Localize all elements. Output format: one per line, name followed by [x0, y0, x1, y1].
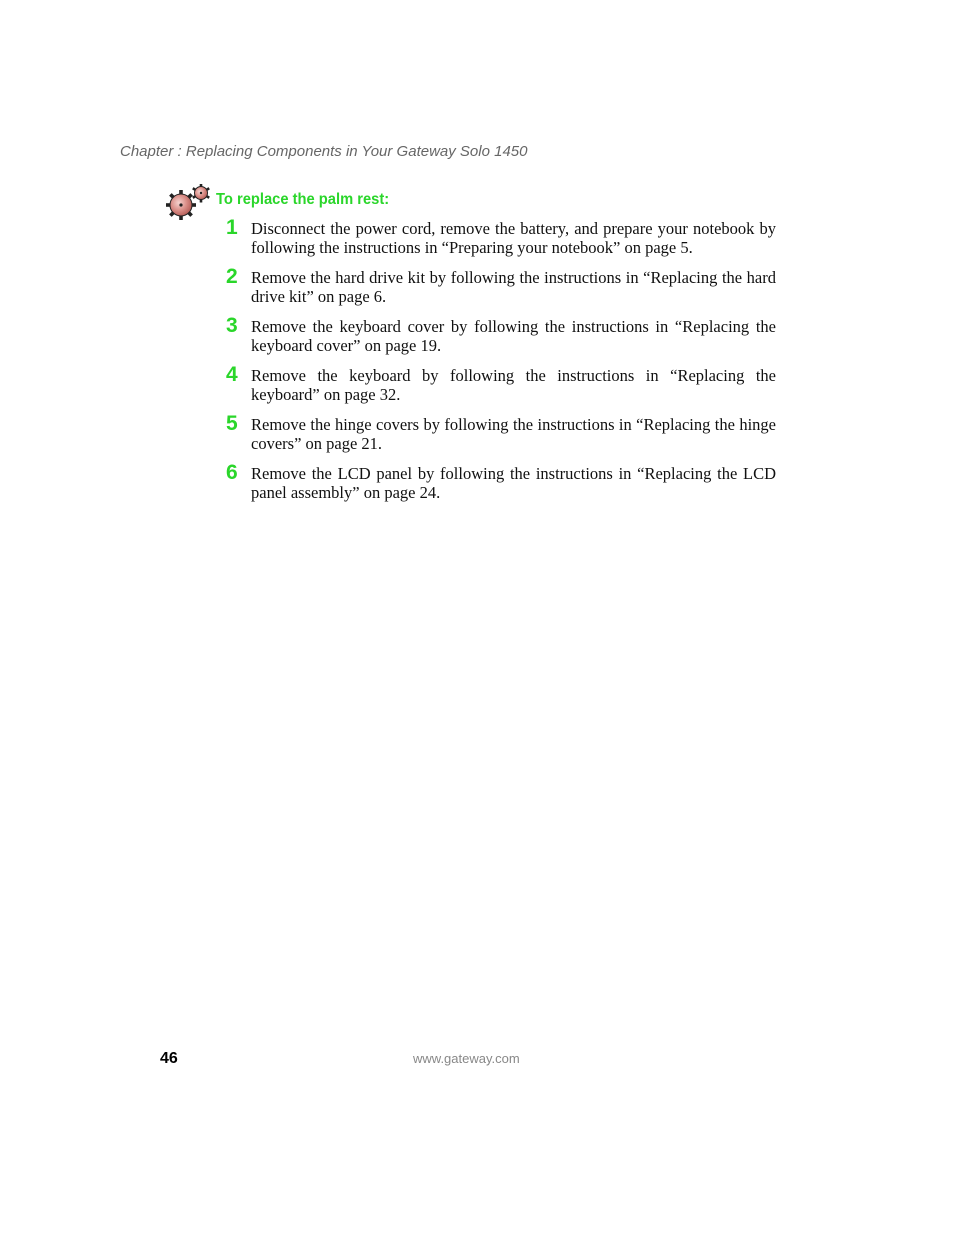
step-item	[226, 363, 776, 404]
procedure-title: To replace the palm rest:	[216, 191, 390, 208]
step-number: 3	[226, 314, 238, 337]
step-item	[226, 461, 776, 502]
footer-url[interactable]: www.gateway.com	[413, 1051, 520, 1066]
step-text: Remove the hard drive kit by following the instructions in “Replacing the hard drive kit” on page 6.	[251, 268, 776, 306]
step-item	[226, 412, 776, 453]
step-list	[226, 216, 776, 514]
step-number: 2	[226, 265, 238, 288]
chapter-header: Chapter : Replacing Components in Your Gateway Solo 1450	[120, 143, 528, 160]
step-text: Disconnect the power cord, remove the battery, and prepare your notebook by following the instructions in “Preparing your notebook” on page 5.	[251, 219, 776, 257]
step-text: Remove the hinge covers by following the instructions in “Replacing the hinge covers” on page 21.	[251, 415, 776, 453]
step-number: 5	[226, 412, 238, 435]
step-number: 1	[226, 216, 238, 239]
step-number: 4	[226, 363, 238, 386]
step-item	[226, 265, 776, 306]
gears-icon	[164, 184, 212, 222]
step-item	[226, 216, 776, 257]
page-number: 46	[160, 1050, 178, 1067]
step-text: Remove the keyboard by following the instructions in “Replacing the keyboard” on page 32.	[251, 366, 776, 404]
step-text: Remove the LCD panel by following the instructions in “Replacing the LCD panel assembly” on page 24.	[251, 464, 776, 502]
step-item	[226, 314, 776, 355]
step-number: 6	[226, 461, 238, 484]
step-text: Remove the keyboard cover by following the instructions in “Replacing the keyboard cover” on page 19.	[251, 317, 776, 355]
